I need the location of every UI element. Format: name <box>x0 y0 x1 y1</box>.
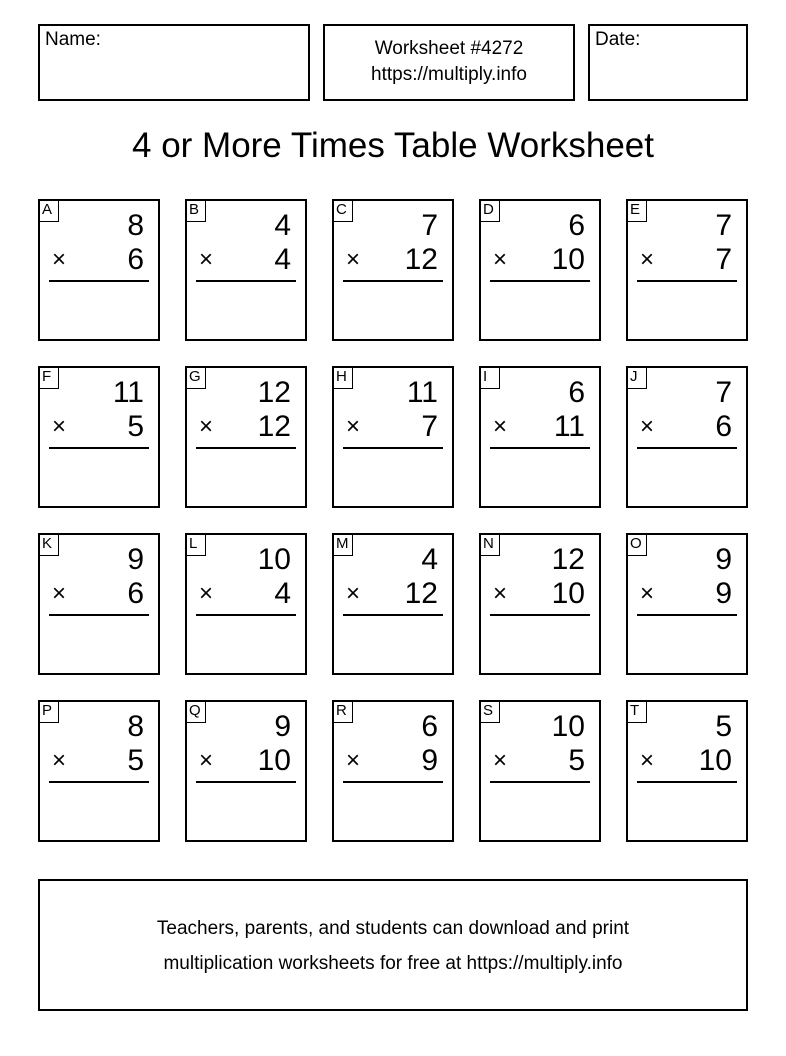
page-title: 4 or More Times Table Worksheet <box>132 126 654 165</box>
times-sign: × <box>199 413 214 440</box>
answer-line <box>343 614 443 616</box>
multiplier: 6 <box>127 243 144 276</box>
multiplicand: 10 <box>257 543 291 576</box>
answer-line <box>49 447 149 449</box>
problem-card <box>479 533 601 675</box>
problem-letter: F <box>39 367 59 389</box>
problem-card <box>332 199 454 341</box>
answer-line <box>637 614 737 616</box>
footer-line-2: multiplication worksheets for free at https://multiply.info <box>163 953 623 974</box>
times-sign: × <box>493 413 508 440</box>
problem-letter: D <box>480 200 500 222</box>
answer-line <box>490 447 590 449</box>
times-sign: × <box>199 580 214 607</box>
problem-letter: R <box>333 701 353 723</box>
multiplicand: 11 <box>112 376 144 409</box>
multiplier: 10 <box>551 577 585 610</box>
multiplicand: 7 <box>421 209 438 242</box>
problem-card <box>626 366 748 508</box>
worksheet-number: Worksheet #4272 <box>374 38 524 59</box>
times-sign: × <box>199 747 214 774</box>
times-sign: × <box>640 246 655 273</box>
times-sign: × <box>493 580 508 607</box>
multiplier: 6 <box>127 577 144 610</box>
multiplicand: 6 <box>421 710 438 743</box>
footer-line-1: Teachers, parents, and students can download and print <box>156 918 630 939</box>
problem-card <box>38 533 160 675</box>
multiplier: 5 <box>127 410 144 443</box>
problem-letter: E <box>627 200 647 222</box>
answer-line <box>343 781 443 783</box>
multiplier: 6 <box>715 410 732 443</box>
answer-line <box>490 614 590 616</box>
answer-line <box>343 280 443 282</box>
problem-letter: L <box>186 534 206 556</box>
multiplicand: 6 <box>568 209 585 242</box>
times-sign: × <box>52 246 67 273</box>
times-sign: × <box>346 747 361 774</box>
problem-letter: S <box>480 701 500 723</box>
problem-letter: H <box>333 367 353 389</box>
multiplicand: 5 <box>715 710 732 743</box>
name-label: Name: <box>45 29 101 50</box>
multiplier: 11 <box>553 410 585 443</box>
problem-card <box>38 366 160 508</box>
problem-card <box>626 533 748 675</box>
times-sign: × <box>493 747 508 774</box>
answer-line <box>490 280 590 282</box>
times-sign: × <box>640 580 655 607</box>
problem-letter: G <box>186 367 206 389</box>
footer-box <box>38 879 748 1011</box>
answer-line <box>637 781 737 783</box>
problem-letter: O <box>627 534 647 556</box>
problem-card <box>479 366 601 508</box>
problem-card <box>38 199 160 341</box>
problem-card <box>479 700 601 842</box>
answer-line <box>49 781 149 783</box>
multiplier: 12 <box>257 410 291 443</box>
multiplicand: 11 <box>406 376 438 409</box>
multiplier: 10 <box>257 744 291 777</box>
name-box <box>38 24 310 101</box>
problem-letter: M <box>333 534 353 556</box>
multiplicand: 4 <box>274 209 291 242</box>
problem-card <box>332 366 454 508</box>
problem-card <box>626 700 748 842</box>
times-sign: × <box>640 747 655 774</box>
multiplicand: 7 <box>715 209 732 242</box>
answer-line <box>637 447 737 449</box>
multiplier: 4 <box>274 243 291 276</box>
multiplicand: 12 <box>257 376 291 409</box>
multiplicand: 7 <box>715 376 732 409</box>
problem-card <box>479 199 601 341</box>
problem-letter: Q <box>186 701 206 723</box>
answer-line <box>637 280 737 282</box>
problem-card <box>332 533 454 675</box>
multiplier: 10 <box>698 744 732 777</box>
answer-line <box>196 447 296 449</box>
multiplicand: 8 <box>127 209 144 242</box>
times-sign: × <box>52 580 67 607</box>
answer-line <box>343 447 443 449</box>
multiplier: 10 <box>551 243 585 276</box>
problem-letter: B <box>186 200 206 222</box>
problem-card <box>185 366 307 508</box>
multiplicand: 12 <box>551 543 585 576</box>
multiplier: 9 <box>421 744 438 777</box>
times-sign: × <box>493 246 508 273</box>
problem-letter: P <box>39 701 59 723</box>
times-sign: × <box>52 413 67 440</box>
problem-card <box>332 700 454 842</box>
answer-line <box>490 781 590 783</box>
problem-letter: T <box>627 701 647 723</box>
multiplicand: 9 <box>274 710 291 743</box>
multiplier: 12 <box>404 243 438 276</box>
times-sign: × <box>346 580 361 607</box>
problem-letter: A <box>39 200 59 222</box>
problem-card <box>185 700 307 842</box>
multiplier: 12 <box>404 577 438 610</box>
times-sign: × <box>640 413 655 440</box>
multiplier: 5 <box>568 744 585 777</box>
problem-card <box>626 199 748 341</box>
date-box <box>588 24 748 101</box>
times-sign: × <box>346 413 361 440</box>
answer-line <box>196 781 296 783</box>
answer-line <box>49 614 149 616</box>
answer-line <box>49 280 149 282</box>
multiplier: 9 <box>715 577 732 610</box>
answer-line <box>196 280 296 282</box>
multiplicand: 9 <box>127 543 144 576</box>
answer-line <box>196 614 296 616</box>
problem-letter: K <box>39 534 59 556</box>
multiplicand: 10 <box>551 710 585 743</box>
times-sign: × <box>199 246 214 273</box>
problem-card <box>38 700 160 842</box>
problem-letter: J <box>627 367 647 389</box>
multiplicand: 9 <box>715 543 732 576</box>
multiplicand: 4 <box>421 543 438 576</box>
multiplicand: 8 <box>127 710 144 743</box>
problem-letter: I <box>480 367 500 389</box>
times-sign: × <box>52 747 67 774</box>
problem-letter: C <box>333 200 353 222</box>
multiplier: 7 <box>715 243 732 276</box>
worksheet-id-box <box>323 24 575 101</box>
problem-card <box>185 199 307 341</box>
times-sign: × <box>346 246 361 273</box>
multiplier: 4 <box>274 577 291 610</box>
problem-letter: N <box>480 534 500 556</box>
problem-card <box>185 533 307 675</box>
multiplier: 5 <box>127 744 144 777</box>
date-label: Date: <box>595 29 641 50</box>
worksheet-url: https://multiply.info <box>371 64 527 85</box>
multiplier: 7 <box>421 410 438 443</box>
multiplicand: 6 <box>568 376 585 409</box>
